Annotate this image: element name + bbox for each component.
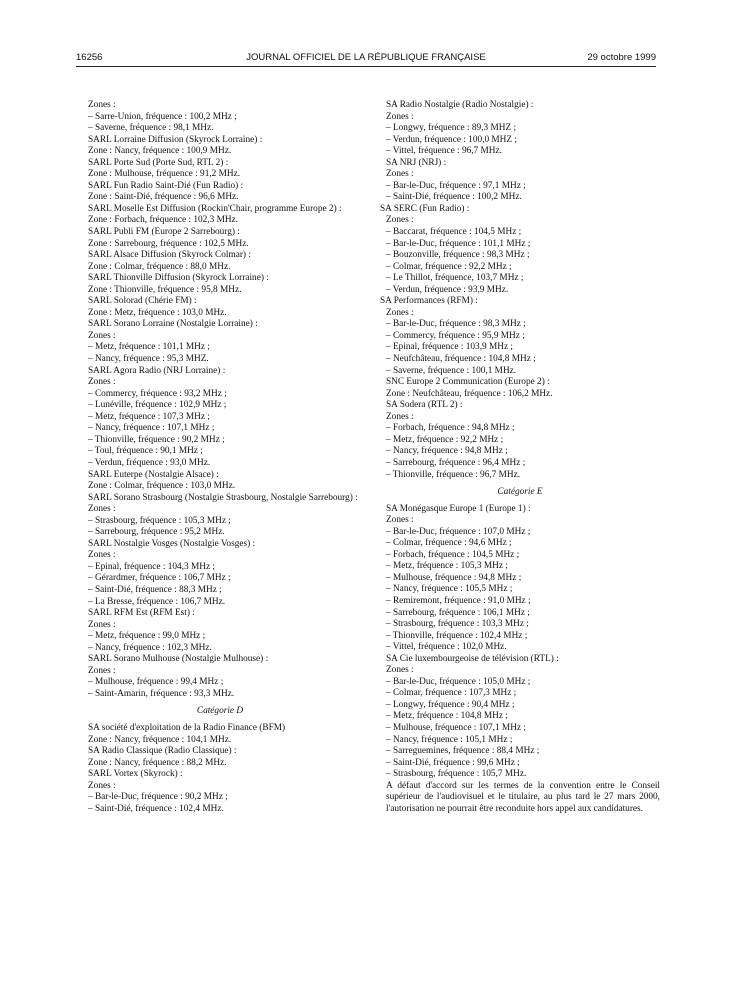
text-line: SARL Lorraine Diffusion (Skyrock Lorraine) : xyxy=(88,134,263,145)
text-line: – Longwy, fréquence : 90,4 MHz ; xyxy=(386,699,515,710)
text-line: Zones : xyxy=(386,411,414,422)
text-line: – Saint-Dié, fréquence : 99,6 MHz ; xyxy=(386,757,520,768)
text-line: – Saint-Amarin, fréquence : 93,3 MHz. xyxy=(88,688,235,699)
text-line: Zone : Nancy, fréquence : 104,1 MHz. xyxy=(88,734,232,745)
text-line: SARL Publi FM (Europe 2 Sarrebourg) : xyxy=(88,227,240,238)
text-line: SARL Nostalgie Vosges (Nostalgie Vosges) : xyxy=(88,538,256,549)
text-line: Zone : Colmar, fréquence : 88,0 MHz. xyxy=(88,261,231,272)
text-line: Zones : xyxy=(386,307,414,318)
text-line: – Bouzonville, fréquence : 98,3 MHz ; xyxy=(386,250,530,261)
text-line: – Neufchâteau, fréquence : 104,8 MHz ; xyxy=(386,354,536,365)
page-header xyxy=(76,52,656,66)
text-line: Zones : xyxy=(88,377,116,388)
text-line: – Remiremont, fréquence : 91,0 MHz ; xyxy=(386,595,531,606)
text-line: – Forbach, fréquence : 104,5 MHz ; xyxy=(386,549,520,560)
text-line: – Lunéville, fréquence : 102,9 MHz ; xyxy=(88,400,227,411)
text-line: – Nancy, fréquence : 105,5 MHz ; xyxy=(386,584,513,595)
text-line: – Colmar, fréquence : 107,3 MHz ; xyxy=(386,688,517,699)
text-line: – Saverne, fréquence : 98,1 MHz. xyxy=(88,123,214,134)
text-line: – Bar-le-Duc, fréquence : 90,2 MHz ; xyxy=(88,792,228,803)
text-line: SA Radio Nostalgie (Radio Nostalgie) : xyxy=(386,100,534,110)
text-line: SARL Euterpe (Nostalgie Alsace) : xyxy=(88,469,219,480)
text-line: SARL Thionville Diffusion (Skyrock Lorraine) : xyxy=(88,273,269,284)
text-line: SA SERC (Fun Radio) : xyxy=(380,203,470,214)
text-line: SARL Sorano Lorraine (Nostalgie Lorraine) : xyxy=(88,319,258,330)
text-line: – Saint-Dié, fréquence : 102,4 MHz. xyxy=(88,803,224,814)
page-number: 16256 xyxy=(76,52,103,63)
text-line: – Metz, fréquence : 107,3 MHz ; xyxy=(88,411,210,422)
category-heading: Catégorie D xyxy=(196,706,244,717)
publication-date: 29 octobre 1999 xyxy=(587,52,656,63)
text-line: – Gérardmer, fréquence : 106,7 MHz ; xyxy=(88,573,231,584)
category-heading: Catégorie E xyxy=(497,487,543,498)
text-line: – Baccarat, fréquence : 104,5 MHz ; xyxy=(386,227,522,238)
text-line: – Mulhouse, fréquence : 99,4 MHz ; xyxy=(88,677,224,688)
left-column xyxy=(82,100,358,815)
text-line: SA Sodera (RTL 2) : xyxy=(386,400,463,411)
right-column xyxy=(380,100,660,815)
text-line: SARL Sorano Strasbourg (Nostalgie Strasbourg, Nostalgie Sarrebourg) : xyxy=(88,492,358,503)
text-line: SARL Sorano Mulhouse (Nostalgie Mulhouse) : xyxy=(88,654,269,665)
text-line: Zone : Colmar, fréquence : 103,0 MHz. xyxy=(88,481,236,492)
text-line: – Sarreguemines, fréquence : 88,4 MHz ; xyxy=(386,746,540,757)
text-line: – Bar-le-Duc, fréquence : 105,0 MHz ; xyxy=(386,676,531,687)
text-line: SARL Moselle Est Diffusion (Rockin'Chair, programme Europe 2) : xyxy=(88,203,342,214)
text-line: – Commercy, fréquence : 93,2 MHz ; xyxy=(88,388,227,399)
text-line: Zones : xyxy=(88,330,116,341)
text-line: – Colmar, fréquence : 92,2 MHz ; xyxy=(386,261,512,272)
text-line: SARL Solorad (Chérie FM) : xyxy=(88,296,197,307)
text-line: – Nancy, fréquence : 95,3 MHZ. xyxy=(88,354,209,365)
text-line: SARL Vortex (Skyrock) : xyxy=(88,769,183,780)
text-line: – Strasbourg, fréquence : 103,3 MHz ; xyxy=(386,619,529,630)
text-line: SARL Alsace Diffusion (Skyrock Colmar) : xyxy=(88,250,251,261)
text-line: SARL RFM Est (RFM Est) : xyxy=(88,608,195,619)
text-line: – Metz, fréquence : 104,8 MHz ; xyxy=(386,711,508,722)
text-line: – Epinal, fréquence : 103,9 MHz ; xyxy=(386,342,514,353)
text-line: Zones : xyxy=(88,550,116,561)
text-line: Zones : xyxy=(386,515,414,526)
text-line: – Bar-le-Duc, fréquence : 101,1 MHz ; xyxy=(386,238,531,249)
text-line: Zone : Neufchâteau, fréquence : 106,2 MHz. xyxy=(386,388,553,399)
text-line: – Thionville, fréquence : 90,2 MHz ; xyxy=(88,434,225,445)
text-line: – La Bresse, fréquence : 106,7 MHz. xyxy=(88,596,226,607)
text-line: – Nancy, fréquence : 107,1 MHz ; xyxy=(88,423,215,434)
text-line: – Longwy, fréquence : 89,3 MHZ ; xyxy=(386,123,517,134)
text-line: – Saint-Dié, fréquence : 100,2 MHz. xyxy=(386,192,522,203)
text-line: – Verdun, fréquence : 93,9 MHz. xyxy=(386,284,509,295)
text-line: – Le Thillot, fréquence, 103,7 MHz ; xyxy=(386,273,524,284)
text-line: Zones : xyxy=(88,665,116,676)
text-line: – Mulhouse, fréquence : 107,1 MHz ; xyxy=(386,722,526,733)
text-line: Zones : xyxy=(386,665,414,676)
text-line: Zone : Sarrebourg, fréquence : 102,5 MHz. xyxy=(88,238,249,249)
text-line: Zones : xyxy=(88,619,116,630)
text-line: – Saverne, fréquence : 100,1 MHz. xyxy=(386,365,517,376)
text-line: SA Cie luxembourgeoise de télévision (RTL) : xyxy=(386,653,559,664)
text-line: Zone : Metz, fréquence : 103,0 MHz. xyxy=(88,307,227,318)
text-line: – Colmar, fréquence : 94,6 MHz ; xyxy=(386,538,512,549)
text-line: SA Performances (RFM) : xyxy=(380,296,478,307)
text-line: SA Radio Classique (Radio Classique) : xyxy=(88,746,237,757)
text-line: A défaut d'accord sur les termes de la convention entre le Conseil supérieur de l'audiovisuel et le titulaire, au plus tard le 27 mars 2000, l'autorisation ne pourrait être reconduite hors appel aux candidatures. xyxy=(386,780,660,814)
text-line: – Nancy, fréquence : 102,3 MHz. xyxy=(88,642,212,653)
text-line: Zone : Mulhouse, fréquence : 91,2 MHz. xyxy=(88,169,241,180)
text-line: Zones : xyxy=(88,100,116,110)
text-line: Zones : xyxy=(386,215,414,226)
text-line: – Metz, fréquence : 101,1 MHz ; xyxy=(88,342,210,353)
text-line: SARL Fun Radio Saint-Dié (Fun Radio) : xyxy=(88,180,244,191)
text-line: – Vittel, fréquence : 102,0 MHz. xyxy=(386,642,507,653)
text-line: Zone : Saint-Dié, fréquence : 96,6 MHz. xyxy=(88,192,239,203)
text-line: – Strasbourg, fréquence : 105,3 MHz ; xyxy=(88,515,231,526)
text-line: – Thionville, fréquence : 96,7 MHz. xyxy=(386,469,521,480)
text-line: – Bar-le-Duc, fréquence : 97,1 MHz ; xyxy=(386,180,526,191)
text-line: – Sarrebourg, fréquence : 95,2 MHz. xyxy=(88,527,225,538)
text-line: SARL Agora Radio (NRJ Lorraine) : xyxy=(88,365,226,376)
text-line: – Thionville, fréquence : 102,4 MHz ; xyxy=(386,630,528,641)
text-line: – Bar-le-Duc, fréquence : 98,3 MHz ; xyxy=(386,319,526,330)
text-line: – Epinal, fréquence : 104,3 MHz ; xyxy=(88,561,216,572)
text-line: SA société d'exploitation de la Radio Finance (BFM) xyxy=(88,722,286,733)
text-line: – Metz, fréquence : 105,3 MHz ; xyxy=(386,561,508,572)
text-line: – Strasbourg, fréquence : 105,7 MHz. xyxy=(386,769,527,780)
text-line: SNC Europe 2 Communication (Europe 2) : xyxy=(386,377,550,388)
text-line: – Vittel, fréquence : 96,7 MHz. xyxy=(386,146,502,157)
text-line: Zones : xyxy=(386,111,414,122)
text-line: – Nancy, fréquence : 105,1 MHz ; xyxy=(386,734,513,745)
text-line: Zones : xyxy=(88,504,116,515)
text-line: SA NRJ (NRJ) : xyxy=(386,157,447,168)
text-line: Zones : xyxy=(88,780,116,791)
text-line: Zone : Nancy, fréquence : 88,2 MHz. xyxy=(88,757,227,768)
text-line: – Forbach, fréquence : 94,8 MHz ; xyxy=(386,423,515,434)
text-line: – Metz, fréquence : 99,0 MHz ; xyxy=(88,631,206,642)
text-line: – Metz, fréquence : 92,2 MHz ; xyxy=(386,434,504,445)
text-line: – Mulhouse, fréquence : 94,8 MHz ; xyxy=(386,572,522,583)
text-line: – Nancy, fréquence : 94,8 MHz ; xyxy=(386,446,508,457)
text-line: – Sarre-Union, fréquence : 100,2 MHz ; xyxy=(88,111,237,122)
text-line: – Commercy, fréquence : 95,9 MHz ; xyxy=(386,330,525,341)
header-rule xyxy=(76,66,656,67)
text-line: SARL Porte Sud (Porte Sud, RTL 2) : xyxy=(88,157,229,168)
text-line: Zone : Thionville, fréquence : 95,8 MHz. xyxy=(88,284,242,295)
text-line: – Bar-le-Duc, fréquence : 107,0 MHz ; xyxy=(386,526,531,537)
text-line: – Saint-Dié, fréquence : 88,3 MHz ; xyxy=(88,584,222,595)
text-line: – Verdun, fréquence : 100,0 MHZ ; xyxy=(386,134,517,145)
journal-title: JOURNAL OFFICIEL DE LA RÉPUBLIQUE FRANÇAISE xyxy=(246,52,486,63)
text-line: SA Monégasque Europe 1 (Europe 1) : xyxy=(386,503,531,514)
text-line: – Toul, fréquence : 90,1 MHz ; xyxy=(88,446,203,457)
text-line: Zone : Forbach, fréquence : 102,3 MHz. xyxy=(88,215,238,226)
text-line: – Sarrebourg, fréquence : 96,4 MHz ; xyxy=(386,457,526,468)
text-line: – Sarrebourg, fréquence : 106,1 MHz ; xyxy=(386,607,530,618)
text-line: Zone : Nancy, fréquence : 100,9 MHz. xyxy=(88,146,232,157)
text-line: – Verdun, fréquence : 93,0 MHz. xyxy=(88,457,211,468)
text-line: Zones : xyxy=(386,169,414,180)
